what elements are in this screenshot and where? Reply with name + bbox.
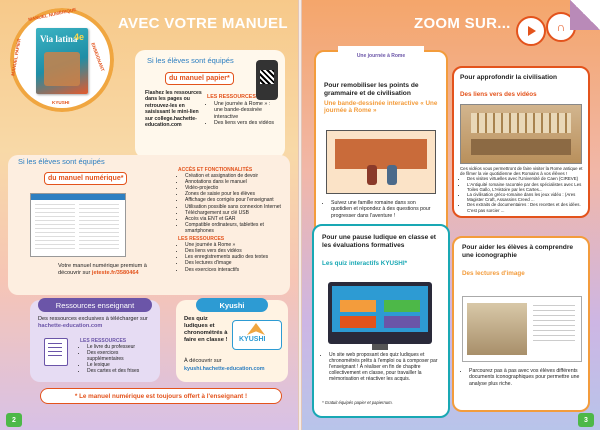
- list-item: • La civilisation gréco-romaine dans les jeux vidéo : (Ares Magister Craft, Assassins Creed ...: [467, 192, 584, 202]
- arc-left-label: MANUEL PAPIER: [10, 38, 22, 77]
- digital-res-title: LES RESSOURCES: [178, 236, 225, 243]
- list-item: • Une journée à Rome » : une bande-dessinée interactive: [214, 101, 277, 121]
- list-item: • Des liens vers des vidéos: [185, 248, 286, 254]
- video-ground-icon: [471, 139, 571, 155]
- list-item: • Des exercices supplémentaires: [87, 350, 156, 362]
- icono-text-lines-icon: [533, 305, 575, 345]
- video-icon: [516, 16, 546, 46]
- quiz-subtitle: Les quiz interactifs KYUSHI*: [322, 260, 408, 267]
- book-title: Via latina: [40, 34, 78, 44]
- list-item: • Annotations dans le manuel: [185, 179, 286, 185]
- video-title: Pour approfondir la civilisation: [460, 74, 558, 81]
- kyushi-link[interactable]: kyushi.hachette-education.com: [184, 366, 265, 372]
- comic-ribbon: [338, 46, 424, 66]
- list-item: • Des exercices interactifs: [185, 267, 286, 273]
- quiz-answer-box: [340, 316, 376, 328]
- kyushi-body: Des quiz ludiques et chronométrés à faire en classe !: [184, 316, 228, 343]
- digital-access-title: ACCÈS ET FONCTIONNALITÉS: [178, 167, 253, 173]
- list-item: • Suivez une famille romaine dans son quotidien et répondez à des questions pour progresser dans l'aventure !: [331, 200, 438, 219]
- right-page: [302, 0, 600, 430]
- teacher-doc-icon: [44, 338, 68, 366]
- right-header: ZOOM SUR...: [414, 14, 511, 32]
- teacher-link[interactable]: hachette-education.com: [38, 323, 103, 329]
- left-header: AVEC VOTRE MANUEL: [118, 14, 288, 32]
- list-item: • Des lectures d'image: [185, 260, 286, 266]
- kyushi-discover: À découvrir sur: [184, 358, 222, 364]
- digital-caption-link[interactable]: jeteste.fr/3580464: [91, 270, 139, 276]
- list-item: • Utilisation possible sans connexion Internet: [185, 204, 286, 210]
- offer-banner: [40, 388, 282, 404]
- book-circle: [10, 8, 114, 112]
- list-item: • Compatible ordinateurs, tablettes et smartphones: [185, 222, 286, 234]
- video-thumbnail: [460, 104, 582, 164]
- video-text: [460, 166, 584, 213]
- list-item: • Zones de saisie pour les élèves: [185, 191, 286, 197]
- headphones-icon: ∩: [546, 12, 576, 42]
- digital-heading-2: du manuel numérique*: [44, 172, 127, 185]
- digital-caption-text: Votre manuel numérique premium à découvrir sur: [58, 263, 147, 276]
- comic-ribbon-text: Une journée à Rome: [356, 53, 406, 59]
- comic-bullet: [324, 200, 438, 219]
- list-item: • Un site web proposant des quiz ludiques et chronométrés prêts à l'emploi ou à composer par l'enseignant ! À réaliser en fin de chapitre collectivement en classe, pour travailler la mémorisation et réactiver les acquis.: [329, 352, 442, 382]
- comic-figure-icon: [387, 165, 397, 185]
- list-item: • Le livre du professeur: [87, 344, 156, 350]
- icono-card: [452, 236, 590, 412]
- paper-heading-2: du manuel papier*: [165, 72, 234, 85]
- list-item: • Une journée à Rome »: [185, 242, 286, 248]
- list-item: • Des liens vers des vidéos: [214, 120, 277, 127]
- icono-subtitle: Des lectures d'image: [462, 270, 525, 277]
- page-curl: [570, 0, 600, 30]
- list-item: • Les enregistrements audio des textes: [185, 254, 286, 260]
- quiz-answer-box: [384, 316, 420, 328]
- list-item: • Accès via ENT et GAR: [185, 216, 286, 222]
- kyushi-logo: [232, 320, 282, 350]
- list-item: • L'Antiquité romaine racontée par des spécialistes avec Les Toiles Gallo, L'Histoire par les Cartes...: [467, 182, 584, 192]
- screenshot-toolbar: [31, 194, 125, 200]
- comic-arena-icon: [335, 139, 427, 169]
- kyushi-title: Kyushi: [196, 298, 268, 312]
- book-cover: [36, 28, 88, 94]
- list-item: • Création et assignation de devoir: [185, 173, 286, 179]
- icono-illustration: [462, 296, 582, 362]
- quiz-screen-display: [332, 286, 428, 332]
- paper-body-text: Flashez les ressources dans les pages ou retrouvez-les en saisissant le mini-lien sur college.hachette-education.com: [145, 90, 202, 129]
- list-item: • Téléchargement sur clé USB: [185, 210, 286, 216]
- comic-title: Pour remobiliser les points de grammaire et de civilisation: [324, 82, 419, 97]
- digital-caption: [58, 263, 168, 277]
- qr-code-icon: [260, 70, 274, 84]
- kyushi-card: [176, 300, 288, 382]
- comic-card: [314, 50, 448, 242]
- teacher-res-title: LES RESSOURCES: [80, 338, 127, 344]
- phone-illustration: [256, 60, 278, 100]
- quiz-answer-box: [340, 300, 376, 312]
- quiz-bullet: [322, 352, 442, 382]
- kyushi-logo-text: KYUSHI: [239, 336, 266, 343]
- list-item: • Parcourez pas à pas avec vos élèves différents documents iconographiques pour permettre une analyse plus riche.: [469, 368, 582, 387]
- arc-bottom-label: KYUSHI: [52, 100, 70, 105]
- paper-res-title: LES RESSOURCES: [207, 94, 256, 100]
- quiz-answer-box: [384, 300, 420, 312]
- icono-title: Pour aider les élèves à comprendre une iconographie: [462, 244, 574, 259]
- kyushi-bird-icon: [247, 323, 265, 335]
- paper-heading-1: Si les élèves sont équipés: [147, 56, 234, 65]
- book-illustration: [44, 52, 80, 86]
- teacher-title: Ressources enseignant: [38, 298, 152, 312]
- arc-top-label: MANUEL NUMÉRIQUE: [27, 6, 77, 23]
- video-columns-icon: [471, 113, 571, 133]
- list-item: • Des visites virtuelles avec l'Université de Caen (CIREVE): [467, 176, 584, 181]
- page-number-left: 2: [6, 413, 22, 427]
- teacher-body-text: Des ressources exclusives à télécharger sur: [38, 316, 148, 322]
- quiz-title: Pour une pause ludique en classe et les évaluations formatives: [322, 234, 436, 249]
- list-item: • Des cartes et des frises: [87, 368, 156, 374]
- screenshot-page-right: [79, 204, 119, 252]
- icono-statue-icon: [467, 303, 527, 355]
- teacher-card: [30, 300, 160, 382]
- arc-right-label: ENSEIGNANT: [90, 42, 106, 73]
- comic-illustration: [326, 130, 436, 194]
- list-item: • Des extraits de documentaires : Des recettes et des idées. C'est pas sorcier ...: [467, 202, 584, 212]
- video-subtitle: Des liens vers des vidéos: [460, 91, 537, 98]
- list-item: • Affichage des corrigés pour l'enseignant: [185, 197, 286, 203]
- left-page: [0, 0, 298, 430]
- digital-heading-1: Si les élèves sont équipés: [18, 157, 105, 166]
- teacher-resources: [80, 338, 156, 374]
- comic-subtitle: Une bande-dessinée interactive « Une journée à Rome »: [324, 100, 438, 115]
- list-item: • Le lexique: [87, 362, 156, 368]
- screenshot-page-left: [35, 204, 75, 252]
- digital-access: [178, 167, 286, 273]
- teacher-body: [38, 316, 154, 330]
- screen-stand-icon: [372, 344, 388, 350]
- quiz-screen: [328, 282, 432, 344]
- paper-body: [145, 90, 203, 128]
- book-level: 4e: [73, 32, 84, 42]
- offer-banner-text: * Le manuel numérique est toujours offert à l'enseignant !: [74, 392, 248, 400]
- comic-figure-icon: [367, 165, 377, 185]
- icono-bullet: [462, 368, 582, 387]
- quiz-card: [312, 224, 450, 418]
- page-number-right: 3: [578, 413, 594, 427]
- quiz-note: * Gratuit équipés papier et papiernum.: [322, 400, 393, 405]
- video-intro: Ces vidéos vous permettront de faire visiter la Rome antique et de filmer la vie quotidienne des Romains à vos élèves !: [460, 166, 583, 177]
- video-card: [452, 66, 590, 218]
- digital-manual-screenshot: [30, 193, 126, 257]
- digital-card: [8, 155, 290, 295]
- list-item: • Vidéo-projectio: [185, 185, 286, 191]
- doc-lines-icon: [48, 343, 62, 359]
